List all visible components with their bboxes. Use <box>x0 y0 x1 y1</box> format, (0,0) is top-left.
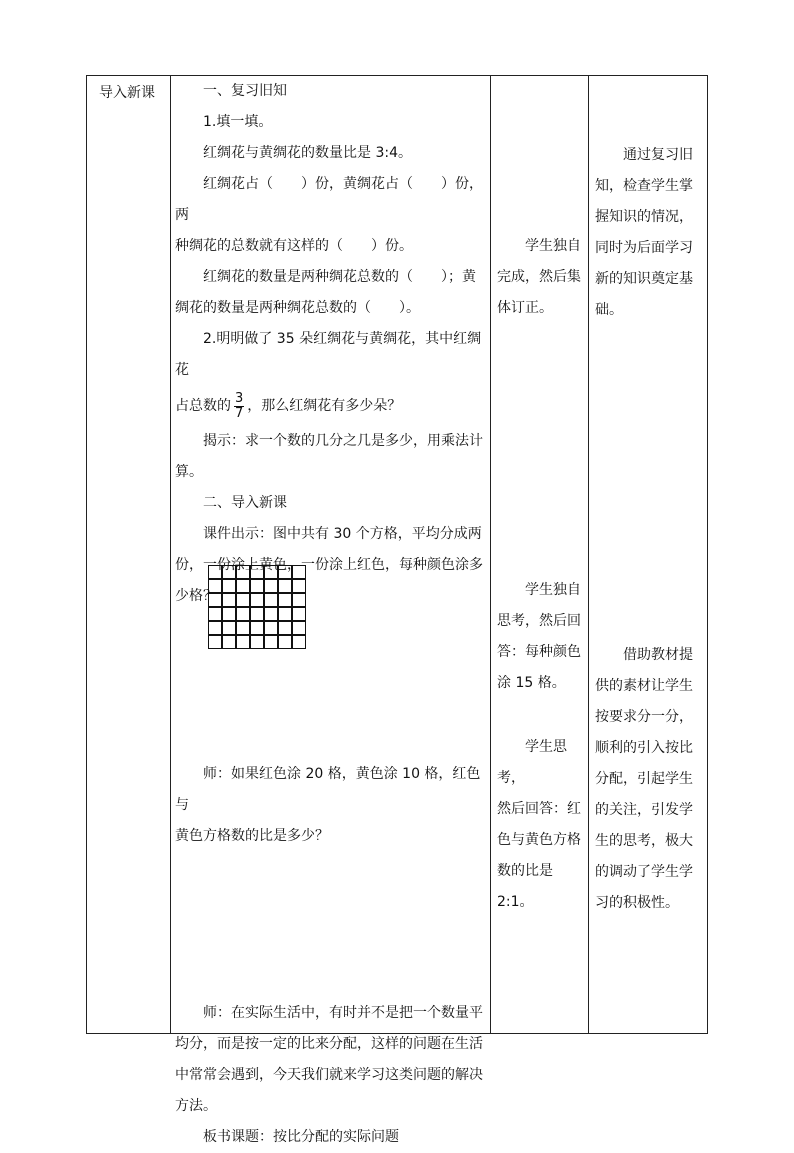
student-activity-line: 学生独自 <box>525 582 581 598</box>
grid-square <box>209 636 222 649</box>
task1-label: 1.填一填。 <box>203 114 273 130</box>
grid-square <box>279 580 292 593</box>
student-activity-line: 学生思考， <box>497 739 567 786</box>
hint-line: 算。 <box>175 464 203 480</box>
grid-square <box>251 580 264 593</box>
design-intent-line: 分配，引起学生 <box>595 771 693 787</box>
grid-square <box>223 580 236 593</box>
column-divider <box>170 76 171 1033</box>
teacher-question-line: 黄色方格数的比是多少？ <box>175 828 329 844</box>
design-intent-line: 习的积极性。 <box>595 895 679 911</box>
grid-square <box>223 608 236 621</box>
grid-square <box>237 636 250 649</box>
grid-square <box>265 594 278 607</box>
design-intent-1 <box>595 140 705 326</box>
question2-line: 红绸花的数量是两种绸花总数的（ ）；黄 <box>203 269 476 285</box>
task2-suffix: ，那么红绸花有多少朵？ <box>247 398 402 414</box>
grid-square <box>265 566 278 579</box>
grid-square <box>209 594 222 607</box>
grid-square <box>209 608 222 621</box>
question1-line: 红绸花占（ ）份，黄绸花占（ ）份，两 <box>175 176 483 223</box>
question1-line: 种绸花的总数就有这样的（ ）份。 <box>175 238 413 254</box>
design-intent-line: 的关注，引发学 <box>595 802 693 818</box>
design-intent-line: 同时为后面学习 <box>595 240 693 256</box>
student-activity-line: 然后回答：红 <box>497 801 581 817</box>
question2-line: 绸花的数量是两种绸花总数的（ ）。 <box>175 300 420 316</box>
task2-fraction-line <box>175 386 487 426</box>
grid-square <box>293 636 306 649</box>
fraction-denominator: 7 <box>235 405 244 421</box>
grid-square <box>265 580 278 593</box>
teacher-question-line: 师：如果红色涂 20 格，黄色涂 10 格，红色与 <box>175 766 481 813</box>
spacer <box>175 852 487 998</box>
student-activity-line: 数的比是 2:1。 <box>497 863 553 910</box>
design-intent-line: 新的知识奠定基 <box>595 271 693 287</box>
design-intent-line: 础。 <box>595 302 623 318</box>
grid-square <box>223 594 236 607</box>
design-intent-line: 的调动了学生学 <box>595 864 693 880</box>
grid-square <box>237 594 250 607</box>
board-title: 板书课题：按比分配的实际问题 <box>203 1129 399 1145</box>
grid-square <box>209 566 222 579</box>
grid-square <box>279 608 292 621</box>
grid-square <box>209 580 222 593</box>
student-activity-line: 学生独自 <box>525 238 581 254</box>
grid-square <box>223 622 236 635</box>
grid-square <box>279 636 292 649</box>
grid-square <box>251 608 264 621</box>
grid-square <box>251 622 264 635</box>
ratio-statement: 红绸花与黄绸花的数量比是 3:4。 <box>203 145 412 161</box>
grid-square <box>293 608 306 621</box>
new-lesson-heading: 二、导入新课 <box>203 495 287 511</box>
design-intent-2 <box>595 640 705 919</box>
grid-square <box>279 622 292 635</box>
fraction <box>234 392 244 421</box>
column-divider <box>588 76 589 1033</box>
grid-square <box>223 566 236 579</box>
grid-square <box>237 566 250 579</box>
grid-square <box>293 566 306 579</box>
design-intent-line: 通过复习旧 <box>623 147 693 163</box>
student-activity-line: 答：每种颜色 <box>497 644 581 660</box>
grid-square <box>293 594 306 607</box>
lesson-table <box>86 75 708 1145</box>
student-activity-line: 色与黄色方格 <box>497 832 581 848</box>
student-activity-3 <box>497 732 585 918</box>
design-intent-line: 生的思考，极大 <box>595 833 693 849</box>
student-activity-1 <box>497 231 585 324</box>
design-intent-line: 借助教材提 <box>623 647 693 663</box>
stage-label: 导入新课 <box>99 85 155 101</box>
grid-square <box>237 608 250 621</box>
task2-prefix: 占总数的 <box>175 398 231 414</box>
task2-line: 2.明明做了 35 朵红绸花与黄绸花，其中红绸花 <box>175 331 482 378</box>
teacher-explain-line: 均分，而是按一定的比来分配，这样的问题在生活 <box>175 1036 483 1052</box>
courseware-line: 课件出示：图中共有 30 个方格，平均分成两 <box>203 526 482 542</box>
grid-square <box>251 636 264 649</box>
grid-square <box>279 566 292 579</box>
grid-square <box>279 594 292 607</box>
student-activity-line: 完成，然后集 <box>497 269 581 285</box>
grid-square <box>293 580 306 593</box>
student-activity-line: 体订正。 <box>497 300 553 316</box>
review-heading: 一、复习旧知 <box>203 83 287 99</box>
grid-square <box>265 622 278 635</box>
grid-square <box>293 622 306 635</box>
design-intent-line: 顺利的引入按比 <box>595 740 693 756</box>
grid-square <box>209 622 222 635</box>
student-activity-line: 思考，然后回 <box>497 613 581 629</box>
courseware-line: 份，一份涂上黄色，一份涂上红色，每种颜色涂多 <box>175 557 483 573</box>
column-divider <box>490 76 491 1033</box>
courseware-line: 少格？ <box>175 588 217 604</box>
student-activity-line: 涂 15 格。 <box>497 675 566 691</box>
design-intent-line: 知，检查学生掌 <box>595 178 693 194</box>
teacher-explain-line: 中常常会遇到，今天我们就来学习这类问题的解决 <box>175 1067 483 1083</box>
fraction-numerator: 3 <box>235 390 244 406</box>
teacher-explain-line: 师：在实际生活中，有时并不是把一个数量平 <box>203 1005 483 1021</box>
grid-square <box>265 636 278 649</box>
design-intent-line: 按要求分一分， <box>595 709 693 725</box>
student-activity-2 <box>497 575 585 699</box>
design-intent-line: 握知识的情况， <box>595 209 693 225</box>
grid-square <box>237 580 250 593</box>
grid-square <box>223 636 236 649</box>
grid-square <box>251 594 264 607</box>
design-intent-line: 供的素材让学生 <box>595 678 693 694</box>
grid-square <box>251 566 264 579</box>
grid-square <box>265 608 278 621</box>
square-grid-figure <box>208 565 306 649</box>
hint-line: 揭示：求一个数的几分之几是多少，用乘法计 <box>203 433 483 449</box>
grid-square <box>237 622 250 635</box>
teacher-explain-line: 方法。 <box>175 1098 217 1114</box>
